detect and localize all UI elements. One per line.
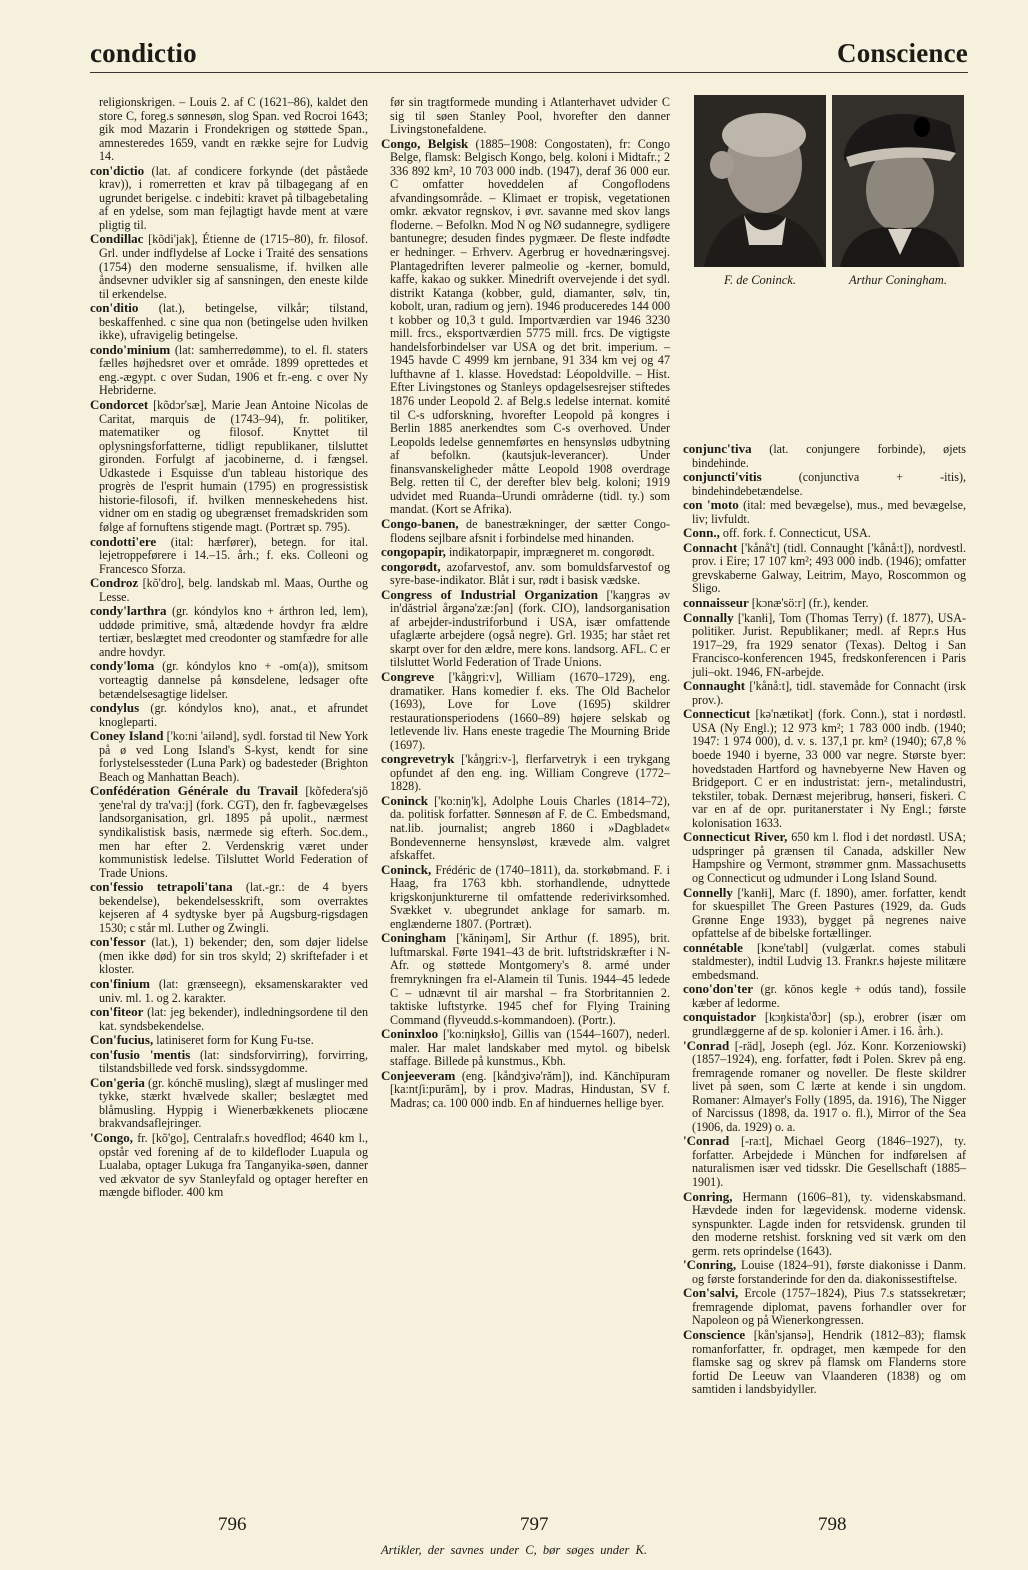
dictionary-entry xyxy=(683,707,966,830)
dictionary-entry xyxy=(381,1069,670,1111)
dictionary-entry xyxy=(683,470,966,498)
entry-text: (lat.), betingelse, vilkår; tilstand, beskaffenhed. c sine qua non (betingelse uden hvilken ikke), ufravigelig betingelse. xyxy=(99,301,369,343)
entry-text: [kɔne'tabl] (vulgærlat. comes stabuli staldmester), indtil Ludvig 13. Frankr.s højeste militære embedsmand. xyxy=(692,940,966,982)
entry-headword: 'Congo, xyxy=(90,1130,133,1146)
photo-caption: F. de Coninck. xyxy=(724,273,796,287)
entry-headword: con'fessor xyxy=(90,934,146,950)
entry-headword: Conn., xyxy=(683,525,720,541)
right-running-headword: Conscience xyxy=(837,38,968,68)
entry-headword: 'Conring, xyxy=(683,1257,737,1273)
dictionary-entry xyxy=(90,96,368,164)
dictionary-entry xyxy=(381,794,670,863)
entry-text: (lat: sindsforvirring), forvirring, tilstandsbillede ved forsk. sindssygdomme. xyxy=(99,1047,368,1076)
entry-headword: con'fessio tetrapoli'tana xyxy=(90,879,233,895)
dictionary-entry xyxy=(683,541,966,596)
entry-text: 650 km l. flod i det nordøstl. USA; udspringer på grænsen til Canada, adskiller New Hampshire og Vermont, strømmer gnm. Massachusetts og Connecticut og udmunder i Long Island Sound. xyxy=(692,830,966,885)
entry-text: religionskrigen. – Louis 2. af C (1621–86), kaldet den store C, foreg.s sønnesøn, slog Span. ved Rocroi 1643; gik mod Mazarin i Frondekrigen og støttede Span., amnesteredes 1659, vandt en række sejre for Ludvig 14. xyxy=(99,95,368,164)
entry-headword: con'finium xyxy=(90,976,150,991)
dictionary-entry xyxy=(683,941,966,983)
entry-text: ['ko:niŋ'k], Adolphe Louis Charles (1814–72), da. politisk forfatter. Sønnesøn af F. de C. Embedsmand, nat.lib. journalist; angreb 1860 i »Dagbladet« Bondevennerne hensynsløst, krævede alm. valgret afskaffet. xyxy=(390,793,670,863)
entry-headword: connaisseur xyxy=(683,595,749,611)
dictionary-entry xyxy=(683,830,966,885)
entry-headword: congorødt, xyxy=(381,558,441,574)
entry-text: (lat. af condicere forkynde (det påståede krav)), i romerretten et krav på tilbagegang af en ugrundet berigelse. c indebiti: kravet på tilbagebetaling af en ydelse, som man fejlagtigt havde ment at være pligtig til. xyxy=(99,163,368,232)
entry-text: (gr. kónchē musling), slægt af muslinger med tykke, stærkt hvælvede skaller; beslægtet med blåmusling. Hyppig i Wienerbækkenets pliocæne brakvandsaflejringer. xyxy=(99,1075,369,1131)
dictionary-entry xyxy=(90,1033,368,1048)
entry-text: ['kanłi], Marc (f. 1890), amer. forfatter, kendt for skuespillet The Green Pastures (1929, da. Guds Grønne Enge 1933), bygget på negrenes naive opfattelse af de bibelske fortællinger. xyxy=(692,885,966,941)
entry-text: (conjunctiva + -itis), bindehindebetændelse. xyxy=(692,470,966,498)
dictionary-entry xyxy=(90,880,368,935)
entry-text: ['kåŋgri:v], William (1670–1729), eng. dramatiker. Hans komedier f. eks. The Old Bachelor (1693), Love for Love (1695) skildrer restaurationsperiodens (1660–89) højere selskab og letlevende liv. Hans eneste tragedie The Mourning Bride (1697). xyxy=(390,669,670,752)
dictionary-entry xyxy=(90,576,368,604)
entry-headword: Connelly xyxy=(683,884,733,900)
entry-text: [kõ'dro], belg. landskab ml. Maas, Ourthe og Lesse. xyxy=(99,576,368,604)
dictionary-entry xyxy=(381,1027,670,1069)
entry-text: (ital: med bevægelse), mus., med bevægelse, liv; livfuldt. xyxy=(692,498,966,526)
entry-headword: Coney Island xyxy=(90,728,164,744)
entry-headword: con 'moto xyxy=(683,497,739,513)
entry-headword: condo'minium xyxy=(90,341,171,357)
dictionary-entry xyxy=(683,1258,966,1286)
entry-headword: conquistador xyxy=(683,1009,756,1025)
dictionary-entry xyxy=(90,1005,368,1033)
entry-headword: Coninck xyxy=(381,792,428,808)
dictionary-entry xyxy=(683,498,966,526)
entry-text: indikatorpapir, imprægneret m. congorødt. xyxy=(448,545,655,560)
entry-text: ['ko:ni 'ailənd], sydl. forstad til New York på ø ved Long Island's S-kyst, kendt for sine forlystelsessteder (Luna Park) og badesteder (Brighton Beach og Manhattan Beach). xyxy=(99,729,368,784)
photo-caption: Arthur Coningham. xyxy=(849,273,947,287)
dictionary-entry xyxy=(683,1134,966,1189)
entry-headword: Conjeeveram xyxy=(381,1067,456,1083)
entry-text: (gr. kōnos kegle + odús tand), fossile kæber af ledorme. xyxy=(692,982,966,1010)
entry-headword: Con'geria xyxy=(90,1074,145,1090)
entry-text: (lat: jeg bekender), indledningsordene til den kat. syndsbekendelse. xyxy=(99,1005,368,1033)
dictionary-entry xyxy=(381,96,670,137)
dictionary-entry xyxy=(90,784,368,880)
entry-headword: 'Conrad xyxy=(683,1133,730,1149)
dictionary-entry xyxy=(381,752,670,794)
page-number: 797 xyxy=(520,1514,549,1535)
entry-text: off. fork. f. Connecticut, USA. xyxy=(722,526,871,541)
entry-text: (lat: grænseegn), eksamenskarakter ved univ. ml. 1. og 2. karakter. xyxy=(99,977,368,1005)
entry-headword: Condroz xyxy=(90,575,139,591)
entry-text: Frédéric de (1740–1811), da. storkøbmand. F. i Haag, fra 1763 kbh. storhandlende, udnyttede krigskonjunkturerne til omfattende rederivirksomhed. Svækket v. ubegrundet anklage for samarb. m. englænderne 1807. (Portræt). xyxy=(390,862,670,931)
left-running-headword: condictio xyxy=(90,38,197,68)
dictionary-entry xyxy=(381,931,670,1027)
dictionary-entry xyxy=(90,232,368,301)
dictionary-entry xyxy=(90,935,368,977)
entry-text: (ital: hærfører), betegn. for ital. lejetroppeførere i 14.–15. årh.; f. eks. Colleoni og Francesco Sforza. xyxy=(99,534,368,576)
dictionary-entry xyxy=(90,977,368,1005)
entry-headword: cono'don'ter xyxy=(683,981,754,997)
portrait-coninck-icon xyxy=(694,95,826,267)
entry-headword: Con'salvi, xyxy=(683,1285,739,1301)
entry-text: de banestrækninger, der sætter Congo-flodens sejlbare afsnit i forbindelse med hinanden. xyxy=(390,516,671,545)
entry-text: (lat. conjungere forbinde), øjets bindehinde. xyxy=(692,442,967,470)
entry-headword: conjunc'tiva xyxy=(683,441,752,456)
dictionary-entry xyxy=(90,1048,368,1076)
column-798 xyxy=(683,442,966,1397)
entry-headword: Conscience xyxy=(683,1327,746,1342)
dictionary-entry xyxy=(90,1131,368,1200)
dictionary-entry xyxy=(90,535,368,577)
entry-headword: Connecticut River, xyxy=(683,829,788,845)
dictionary-entry xyxy=(381,560,670,588)
entry-text: før sin tragtformede munding i Atlanterhavet udvider C sig til søen Stanley Pool, hvorefter den danner Livingstonefaldene. xyxy=(390,95,670,137)
entry-text: [-ra:t], Michael Georg (1846–1927), ty. forfatter. Arbejdede i München for indførelsen af naturalismen især ved tidsskr. Die Gesellschaft (1885–1901). xyxy=(692,1134,966,1189)
entry-headword: 'Conrad xyxy=(683,1037,730,1053)
entry-text: [kə'nætikət] (fork. Conn.), stat i nordøstl. USA (Ny Engl.); 12 973 km²; 1 783 000 indb. (1940; 1947: 1 974 000), d. v. s. 137,1 pr. km² (1940); 67,8 % boede 1940 i byerne, 33 000 var negre. Største byer: hovedstaden Hartford og havnebyerne New Haven og Bridgeport. C er en industristat: jern-, metalindustri, tekstiler, tobak. Dernæst mejeribrug, hønseri, fiskeri. C var en af de opr. puritanerstater i Ny Engl.; første kolonisation 1633. xyxy=(692,707,966,830)
entry-text: (lat.), 1) bekender; den, som døjer lidelse (men ikke død) for sin tros skyld; 2) skriftefader i et kloster. xyxy=(99,935,368,977)
entry-headword: conjuncti'vitis xyxy=(683,469,762,485)
entry-text: ['kåŋgri:v-], flerfarvetryk i een trykgang opfundet af den eng. ing. William Congreve (1772–1828). xyxy=(390,752,670,794)
dictionary-entry xyxy=(90,1076,368,1131)
dictionary-entry xyxy=(381,517,670,545)
portrait-f-de-coninck xyxy=(694,95,826,267)
dictionary-entry xyxy=(683,679,966,707)
entry-headword: con'ditio xyxy=(90,300,139,316)
entry-headword: Conring, xyxy=(683,1188,733,1204)
dictionary-entry xyxy=(683,982,966,1010)
entry-headword: Coninxloo xyxy=(381,1026,439,1042)
entry-text: ['kånå:t], tidl. stavemåde for Connacht (irsk prov.). xyxy=(692,679,967,707)
dictionary-entry xyxy=(683,1190,966,1259)
dictionary-entry xyxy=(381,670,670,752)
entry-headword: congopapir, xyxy=(381,544,446,560)
dictionary-entry xyxy=(381,137,670,517)
page-number: 796 xyxy=(218,1514,247,1535)
entry-headword: Condillac xyxy=(90,231,144,247)
entry-text: latiniseret form for Kung Fu-tse. xyxy=(156,1033,314,1048)
entry-text: ['ko:niŋksło], Gillis van (1544–1607), nederl. maler. Har malet landskaber med mytol. og bibelsk staffage. Billede på kunstmus., Kbh. xyxy=(390,1027,670,1069)
portrait-coningham-icon xyxy=(832,95,964,267)
entry-headword: Congreve xyxy=(381,668,435,684)
entry-text: [-räd], Joseph (egl. Józ. Konr. Korzeniowski) (1857–1924), eng. forfatter, født i Polen. Skrev på eng. fremragende romaner og noveller. De fleste skildrer livet på søen, som C lærte at kende i sin ungdom. Romaner: Almayer's Folly (1895, da. 1916), The Nigger of Narcissus (1898, da. 1917 o. fl.), Mirror of the Sea (1906, da. 1929) o. a. xyxy=(692,1038,966,1134)
entry-headword: congrevetryk xyxy=(381,751,455,767)
entry-headword: con'fiteor xyxy=(90,1004,144,1020)
entry-text: Hermann (1606–81), ty. videnskabsmand. Hævdede inden for lægevidensk. moderne vidensk. synspunkter. Lagde inden for retsvidensk. grunden til den moderne retshist. forskning ved sit værk om den germ. rets oprindelse (1643). xyxy=(692,1189,966,1258)
entry-text: [kõdi'jak], Étienne de (1715–80), fr. filosof. Grl. under indflydelse af Locke i Traité des sensations (1754) den moderne sensualisme, if. hvilken alle åndsevner udvikler sig af sansningen, den eneste kilde til erkendelse. xyxy=(99,232,368,301)
entry-headword: Condorcet xyxy=(90,397,149,413)
entry-headword: Congo, Belgisk xyxy=(381,135,469,151)
entry-text: (gr. kóndylos kno + árthron led, lem), uddøde primitive, små, altædende hovdyr fra ældre tertiær, beslægtet med creodonter og stamfædre for alle andre hovdyr. xyxy=(99,604,368,659)
dictionary-entry xyxy=(683,596,966,611)
dictionary-entry xyxy=(381,588,670,670)
running-header xyxy=(90,36,968,73)
column-796 xyxy=(90,96,368,1200)
dictionary-entry xyxy=(90,729,368,784)
entry-headword: con'fusio 'mentis xyxy=(90,1046,191,1062)
dictionary-entry xyxy=(683,886,966,941)
entry-headword: condy'loma xyxy=(90,658,155,674)
page-number: 798 xyxy=(818,1514,847,1535)
entry-headword: Connacht xyxy=(683,539,738,555)
entry-text: [kõdɔr'sæ], Marie Jean Antoine Nicolas de Caritat, marquis de (1743–94), fr. politiker, matematiker og filosof. Knyttet til oplysningsforfatterne, tidligt republikaner, tilsluttet gironden. Forfulgt af jacobinerne, d. i fængsel. Udkastede i Esquisse d'un tableau historique des progrès de l'esprit humain (1795) en progressistisk historie-filosofi, if. hvilken menneskehedens hist. vidner om en stadig og ubegrænset fremadskriden som følge af fornuftens stigende magt. (Portræt sp. 795). xyxy=(99,398,368,534)
entry-text: (gr. kóndylos kno), anat., et afrundet knogleparti. xyxy=(99,701,368,729)
entry-text: ['kaŋgrəs əv in'dăstriəl årgənə'zæ:ʃən] (fork. CIO), landsorganisation af arbejder-industriforbund i USA, især omfattende ufaglærte arbejdere (også negre). Grl. 1935; har stået ret skarpt over for den ældre, mere kons. landsorg. AFL. C er tilsluttet World Federation of Trade Unions. xyxy=(390,587,670,670)
entry-headword: Connaught xyxy=(683,678,746,694)
entry-text: (lat.-gr.: de 4 byers bekendelse), bekendelsesskrift, som overraktes kejseren af 4 sydtyske byer på Augsburg-rigsdagen 1530; c står ml. Luther og Zwingli. xyxy=(99,880,369,935)
entry-text: (1885–1908: Congostaten), fr: Congo Belge, flamsk: Belgisch Kongo, belg. koloni i Midtafr.; 2 336 892 km², 10 703 000 indb. (1947), deraf 36 000 eur. C omfatter hoveddelen af Congoflodens afvandingsområde. – Klimaet er tropisk, vegetationen omkr. ækvator regnskov, i øvr. savanne med skov langs floderne. – Befolkn. Mod N og NØ sudannegre, sydligere bantunegre; desuden findes pygmæer. De fleste indfødte er hedninger. – Erhverv. Agerbrug er hovednæringsvej. Plantagedriften leverer palmeolie og -kerner, bomuld, kaffe, kakao og sukker. Minedrift overvejende i det sydl. distrikt Katanga (kobber, guld, diamanter, sølv, tin, kobolt, uran, radium og jern). 1946 produceredes 144 000 t kobber og 10,3 t guld. Importværdien var 1946 3230 mill. frcs., eksportværdien 5775 mill. frcs. De vigtigste handelsforbindelser var USA og det brit. imperium. – 1945 havde C 4999 km jernbane, 91 334 km vej og 47 lufthavne af 1. klasse. Hovedstad: Léopoldville. – Hist. Efter Livingstones og Stanleys opdagelsesrejser stiftedes 1876 under Leopold 2. af Belg.s ledelse internat. komité til C-s udforskning, hvorefter Leopold på kongres i Berlin 1885 anerkendtes som C-s overhoved. Under Leopolds ledelse gennemførtes en hensynsløs udbytning af befolkn. (kautsjuk-leverancer). Under finansvanskeligheder måtte Leopold 1908 overdrage Belg. retten til C, der derefter blev belg. koloni; 1919 udvidet med Ruanda–Urundi områderne (tidl. ty.) som mandat. (Kort se Afrika). xyxy=(390,136,671,517)
dictionary-entry xyxy=(683,611,966,680)
portrait-photos xyxy=(692,95,966,295)
entry-text: Ercole (1757–1824), Pius 7.s statssekretær; fremragende diplomat, pavens forhandler over for Napoleon og på Wienerkongressen. xyxy=(692,1286,966,1328)
entry-text: [kõfedera'sjõ ʒene'ral dy tra'va:j] (fork. CGT), den fr. fagbevægelses landsorganisation, grl. 1895 på upolit., nærmest syndikalistisk basis, nærmede sig efterh. Soc.dem., men har efter 2. Verdenskrig været under kommunistisk ledelse. Tilsluttet World Federation of Trade Unions. xyxy=(99,784,368,880)
entry-text: (eng. [kåndʒivə'răm]), ind. Kānchīpuram [ka:ntʃi:purăm], by i prov. Madras, Hindustan, SV f. Madras; ca. 100 000 indb. En af hinduernes hellige byer. xyxy=(390,1068,670,1110)
entry-headword: Coningham xyxy=(381,930,447,946)
entry-text: (gr. kóndylos kno + -om(a)), smitsom vorteagtig dannelse på kønsdelene, ledsager ofte betændelsesagtige lidelser. xyxy=(99,659,368,701)
entry-text: ['kăniŋəm], Sir Arthur (f. 1895), brit. luftmarskal. Førte 1941–43 de brit. luftstridskræfter i N-Afr. og støttede Montgomery's 8. armé under fremrykningen fra el-Alamein til Tunis. 1944–45 ledede C – udnævnt til air marshal – fra Storbritannien 2. taktiske luftstyrke. 1945 chef for Flying Training Command (flyveudd.s-kommandoen). (Portr.). xyxy=(390,931,670,1027)
dictionary-entry xyxy=(90,398,368,534)
portrait-arthur-coningham xyxy=(832,95,964,267)
dictionary-entry xyxy=(381,863,670,932)
entry-headword: condy'larthra xyxy=(90,603,167,619)
entry-headword: Congress of Industrial Organization xyxy=(381,586,599,602)
entry-headword: Con'fucius, xyxy=(90,1032,154,1048)
entry-text: Louise (1824–91), første diakonisse i Danm. og første forstanderinde for den da. diakonissestiftelse. xyxy=(692,1258,966,1286)
dictionary-entry xyxy=(381,545,670,560)
entry-headword: Confédération Générale du Travail xyxy=(90,783,298,799)
entry-text: [kɔnæ'sö:r] (fr.), kender. xyxy=(751,596,869,611)
entry-headword: Connecticut xyxy=(683,706,751,722)
dictionary-entry xyxy=(90,659,368,701)
entry-headword: Congo-banen, xyxy=(381,515,459,531)
entry-text: fr. [kõ'go], Centralafr.s hovedflod; 4640 km l., opstår ved forening af de to kildefloder Luapula og Lualaba, optager Lukuga fra Tanganyika-søen, danner ved ækvator de syv Stanleyfald og optager herefter en mængde bifloder. 400 km xyxy=(99,1131,368,1200)
dictionary-entry xyxy=(90,301,368,343)
entry-text: azofarvestof, anv. som bomuldsfarvestof og syre-base-indikator. Blåt i sur, rødt i basisk vædske. xyxy=(390,559,670,588)
dictionary-entry xyxy=(683,442,966,470)
dictionary-entry xyxy=(683,1328,966,1397)
entry-headword: Coninck, xyxy=(381,861,432,877)
dictionary-entry xyxy=(683,1010,966,1038)
entry-headword: con'dictio xyxy=(90,162,145,178)
entry-text: [kɔŋkista'ðɔr] (sp.), erobrer (især om grundlæggerne af de sp. kolonier i Amer. i 16. årh.). xyxy=(692,1010,966,1038)
dictionary-entry xyxy=(90,164,368,233)
entry-headword: Connally xyxy=(683,609,734,625)
entry-text: ['kånå't] (tidl. Connaught ['kånå:t]), nordvestl. prov. i Eire; 17 107 km²; 493 000 indb. (1946); omfatter grevskaberne Galway, Leitrim, Mayo, Roscommon og Sligo. xyxy=(692,540,966,596)
entry-text: [kån'sjansə], Hendrik (1812–83); flamsk romanforfatter, fr. opdraget, men kæmpede for den flamske sag og skrev på flamsk om Flanderns store fortid De Leeuw van Vlaanderen (1838) og om samtiden i landsbyidyller. xyxy=(692,1328,966,1397)
column-797 xyxy=(381,96,670,1110)
entry-headword: connétable xyxy=(683,939,743,955)
dictionary-entry xyxy=(683,526,966,541)
entry-headword: condylus xyxy=(90,700,140,716)
dictionary-entry xyxy=(683,1286,966,1328)
dictionary-entry xyxy=(90,701,368,729)
dictionary-entry xyxy=(90,604,368,659)
dictionary-entry xyxy=(90,343,368,398)
entry-text: ['kanłi], Tom (Thomas Terry) (f. 1877), USA-politiker. Jurist. Republikaner; medl. af Repr.s Hus 1917–29, fra 1929 senator (Texas). Deltog i San Francisco-konferencen 1945, fredskonferencen i Paris juli–okt. 1946, FN-arbejde. xyxy=(692,610,966,679)
entry-headword: condotti'ere xyxy=(90,533,157,549)
footer-note: Artikler, der savnes under C, bør søges under K. xyxy=(381,1543,647,1557)
entry-text: (lat: samherredømme), to el. fl. staters fælles højhedsret over et område. 1899 oprettedes et eng.-ægypt. c over Sudan, 1906 et fr.-eng. c over Ny Hebriderne. xyxy=(99,342,368,398)
dictionary-entry xyxy=(683,1039,966,1135)
